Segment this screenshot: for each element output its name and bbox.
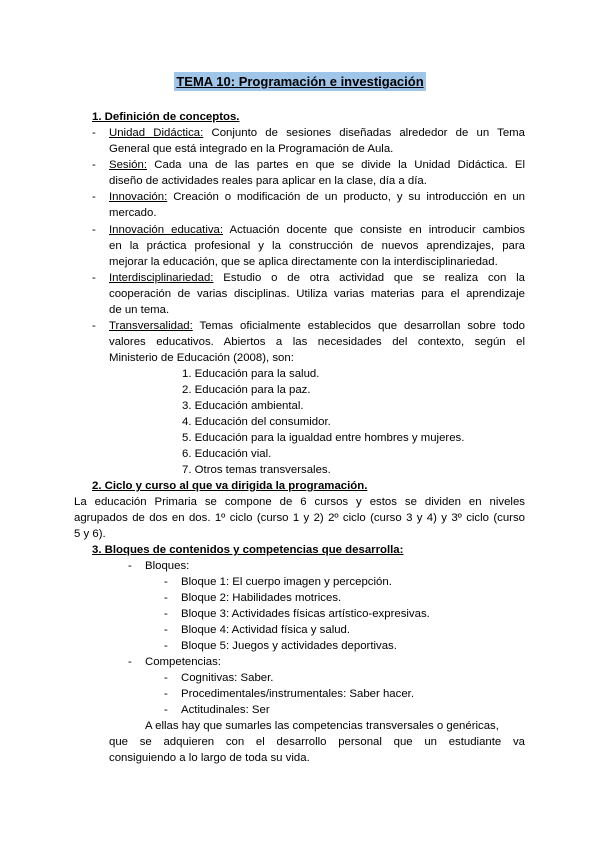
list-item: 2. Educación para la paz.: [182, 384, 311, 396]
closing-line: que se adquieren con el desarrollo personal que un estudiante va: [109, 736, 525, 748]
list-item: 7. Otros temas transversales.: [182, 464, 331, 476]
definition-line: Transversalidad: Temas oficialmente establecidos que desarrollan sobre todo: [109, 320, 525, 332]
list-item: 3. Educación ambiental.: [182, 400, 304, 412]
closing-line: A ellas hay que sumarles las competencias transversales o genéricas,: [145, 720, 499, 732]
term: Innovación:: [109, 191, 168, 203]
closing-line: consiguiendo a lo largo de toda su vida.: [109, 752, 310, 764]
bullet-dash: -: [92, 272, 96, 284]
bullet-dash: -: [92, 159, 96, 171]
bullet-dash: -: [92, 320, 96, 332]
definition-line: Innovación educativa: Actuación docente que consiste en introducir cambios: [109, 224, 525, 236]
bullet-dash: -: [164, 640, 168, 652]
definition-line: cooperación de varias disciplinas. Utiliza varias materias para el aprendizaje: [109, 288, 525, 300]
bullet-dash: -: [92, 224, 96, 236]
bullet-dash: -: [164, 624, 168, 636]
list-item: 5. Educación para la igualdad entre hombres y mujeres.: [182, 432, 465, 444]
term: Interdisciplinariedad:: [109, 272, 214, 284]
bullet-dash: -: [164, 704, 168, 716]
bullet-dash: -: [164, 608, 168, 620]
bullet-dash: -: [92, 191, 96, 203]
bullet-dash: -: [164, 672, 168, 684]
list-item: 4. Educación del consumidor.: [182, 416, 331, 428]
bloque-item: Bloque 3: Actividades físicas artístico-expresivas.: [181, 608, 430, 620]
definition-line: valores educativos. Abiertos a las necesidades del contexto, según el: [109, 336, 525, 348]
competencia-item: Procedimentales/instrumentales: Saber hacer.: [181, 688, 414, 700]
list-item: 1. Educación para la salud.: [182, 368, 320, 380]
document-title: TEMA 10: Programación e investigación: [176, 74, 424, 89]
competencia-item: Cognitivas: Saber.: [181, 672, 274, 684]
bloque-item: Bloque 4: Actividad física y salud.: [181, 624, 351, 636]
section-1-heading: 1. Definición de conceptos.: [92, 111, 240, 123]
bullet-dash: -: [128, 560, 132, 572]
definition-line: Sesión: Cada una de las partes en que se divide la Unidad Didáctica. El: [109, 159, 526, 171]
definition-line: en la práctica profesional y la construcción de nuevos aprendizajes, para: [109, 240, 525, 252]
definition-line: mercado.: [109, 207, 157, 219]
term: Unidad Didáctica:: [109, 127, 204, 139]
bullet-dash: -: [128, 656, 132, 668]
list-item: 6. Educación vial.: [182, 448, 272, 460]
definition-line: Innovación: Creación o modificación de un producto, y su introducción en un: [109, 191, 525, 203]
term: Innovación educativa:: [109, 224, 224, 236]
definition-line: Interdisciplinariedad: Estudio o de otra actividad que se realiza con la: [109, 272, 525, 284]
bloque-item: Bloque 5: Juegos y actividades deportivas.: [181, 640, 397, 652]
term: Transversalidad:: [109, 320, 193, 332]
competencias-label: Competencias:: [145, 656, 221, 668]
bloque-item: Bloque 1: El cuerpo imagen y percepción.: [181, 576, 392, 588]
section-3-heading: 3. Bloques de contenidos y competencias que desarrolla:: [92, 544, 404, 556]
definition-line: General que está integrado en la Programación de Aula.: [109, 143, 394, 155]
bullet-dash: -: [92, 127, 96, 139]
bullet-dash: -: [164, 688, 168, 700]
definition-line: de un tema.: [109, 304, 170, 316]
competencia-item: Actitudinales: Ser: [181, 704, 270, 716]
paragraph-line: La educación Primaria se compone de 6 cursos y estos se dividen en niveles: [74, 496, 525, 508]
definition-line: diseño de actividades reales para aplicar en la clase, día a día.: [109, 175, 427, 187]
paragraph-line: agrupados de dos en dos. 1º ciclo (curso 1 y 2) 2º ciclo (curso 3 y 4) y 3º ciclo (curso: [74, 512, 525, 524]
definition-line: Ministerio de Educación (2008), son:: [109, 352, 294, 364]
definition-line: Unidad Didáctica: Conjunto de sesiones diseñadas alrededor de un Tema: [109, 127, 526, 139]
term: Sesión:: [109, 159, 147, 171]
definition-line: mejorar la educación, que se aplica directamente con la interdisciplinariedad.: [109, 256, 498, 268]
section-2-heading: 2. Ciclo y curso al que va dirigida la programación.: [92, 480, 368, 492]
bloques-label: Bloques:: [145, 560, 190, 572]
bullet-dash: -: [164, 592, 168, 604]
paragraph-line: 5 y 6).: [74, 528, 106, 540]
bullet-dash: -: [164, 576, 168, 588]
bloque-item: Bloque 2: Habilidades motrices.: [181, 592, 342, 604]
